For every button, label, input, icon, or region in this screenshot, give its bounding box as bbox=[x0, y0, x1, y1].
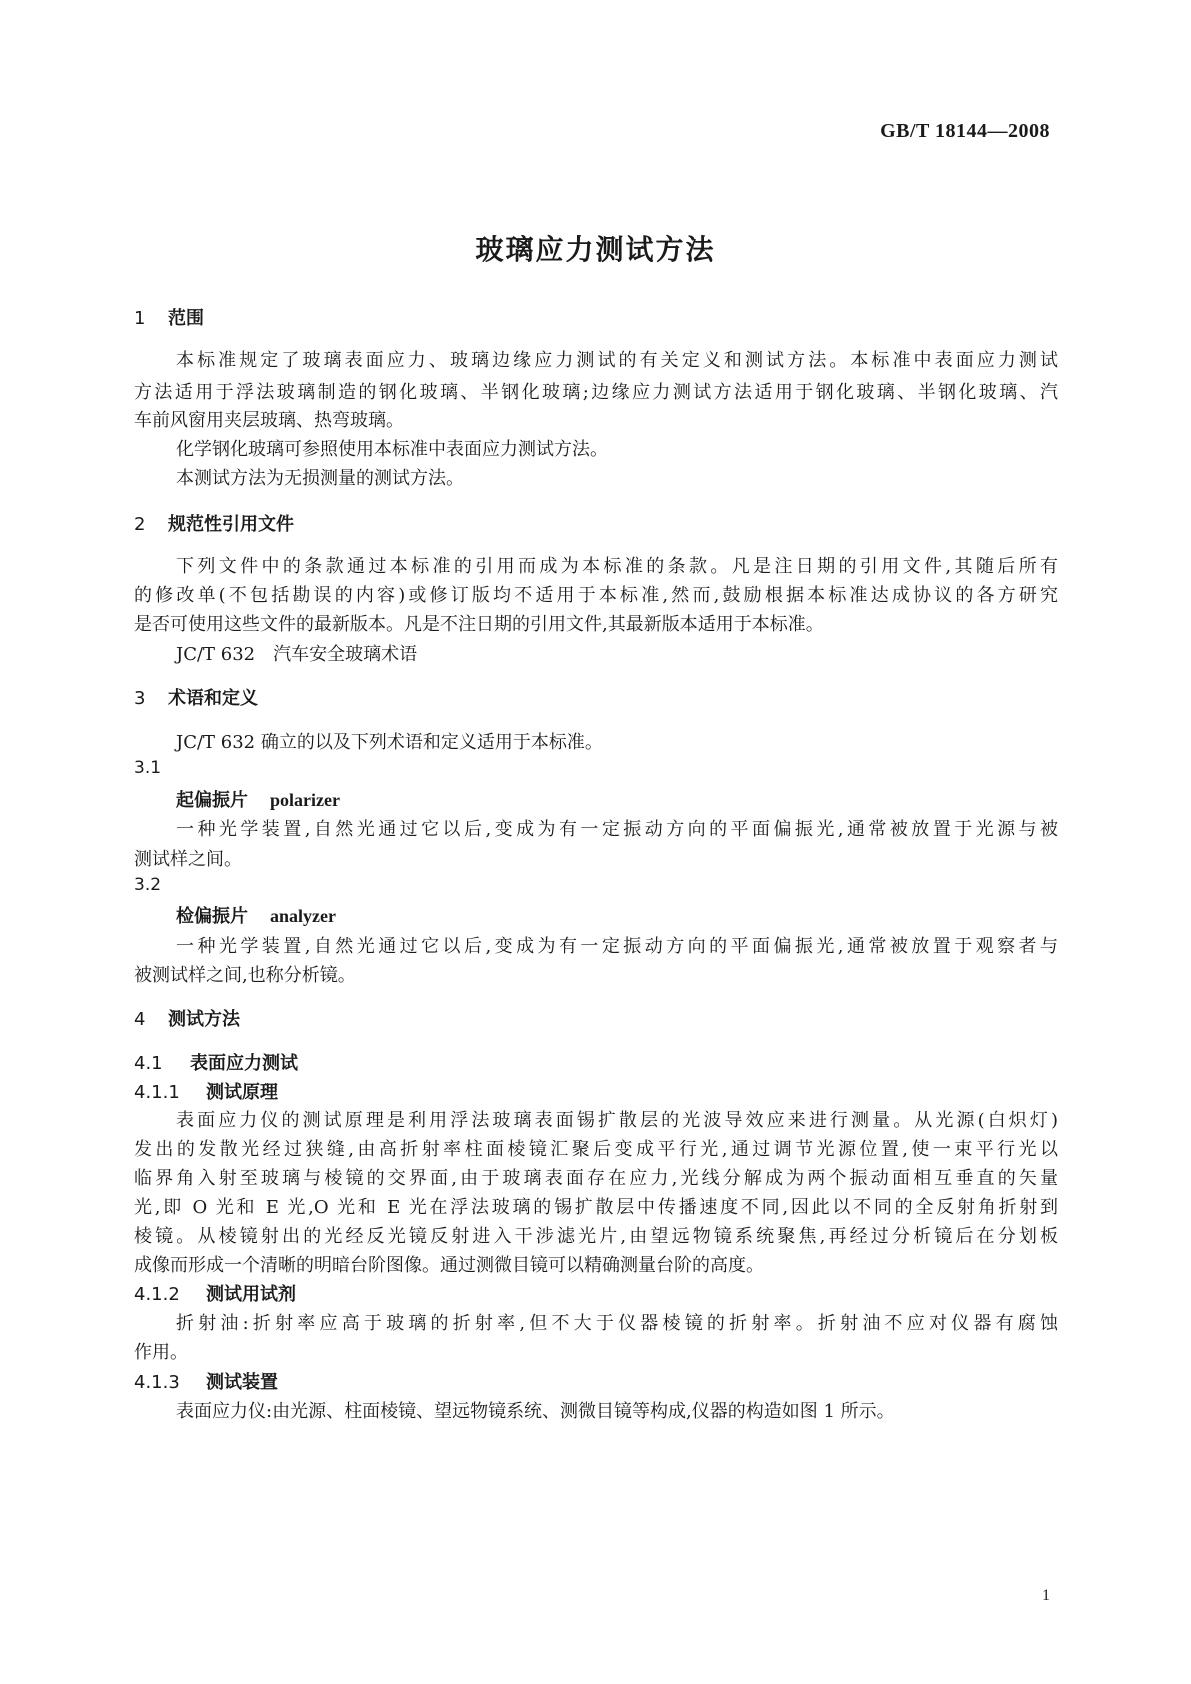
paragraph-line: 成像而形成一个清晰的明暗台阶图像。通过测微目镜可以精确测量台阶的高度。 bbox=[134, 1255, 764, 1276]
section-number: 4.1 bbox=[134, 1053, 163, 1074]
paragraph-line: 是否可使用这些文件的最新版本。凡是不注日期的引用文件,其最新版本适用于本标准。 bbox=[134, 614, 824, 635]
paragraph-line: 发出的发散光经过狭缝,由高折射率柱面棱镜汇聚后变成平行光,通过调节光源位置,使一束平行光以 bbox=[134, 1139, 1058, 1160]
paragraph-line: 表面应力仪:由光源、柱面棱镜、望远物镜系统、测微目镜等构成,仪器的构造如图 1 所示。 bbox=[176, 1401, 895, 1422]
section-number: 4.1.3 bbox=[134, 1372, 180, 1393]
section-number: 4 bbox=[134, 1009, 146, 1030]
section-2-heading bbox=[134, 510, 294, 536]
term-zh: 起偏振片 bbox=[176, 790, 248, 811]
standard-number: GB/T 18144—2008 bbox=[880, 120, 1050, 142]
term-en: analyzer bbox=[270, 906, 336, 926]
section-number: 4.1.1 bbox=[134, 1082, 180, 1103]
section-title: 范围 bbox=[168, 308, 204, 329]
paragraph-line: 折射油:折射率应高于玻璃的折射率,但不大于仪器棱镜的折射率。折射油不应对仪器有腐蚀 bbox=[176, 1313, 1058, 1334]
subsection-4-1-1-heading bbox=[134, 1078, 278, 1104]
paragraph-line: 化学钢化玻璃可参照使用本标准中表面应力测试方法。 bbox=[176, 439, 608, 460]
paragraph-line: 光,即 O 光和 E 光,O 光和 E 光在浮法玻璃的锡扩散层中传播速度不同,因此以不同的全反射角折射到 bbox=[134, 1197, 1058, 1218]
section-4-heading bbox=[134, 1005, 240, 1031]
paragraph-line: 车前风窗用夹层玻璃、热弯玻璃。 bbox=[134, 410, 404, 431]
section-number: 4.1.2 bbox=[134, 1284, 180, 1305]
term-number: 3.2 bbox=[134, 875, 162, 895]
definition-line: 测试样之间。 bbox=[134, 849, 242, 870]
paragraph-line: 的修改单(不包括勘误的内容)或修订版均不适用于本标准,然而,鼓励根据本标准达成协议的各方研究 bbox=[134, 585, 1058, 606]
subsection-4-1-3-heading bbox=[134, 1368, 278, 1394]
paragraph-line: 方法适用于浮法玻璃制造的钢化玻璃、半钢化玻璃;边缘应力测试方法适用于钢化玻璃、半钢化玻璃、汽 bbox=[134, 382, 1058, 403]
section-title: 测试原理 bbox=[206, 1082, 278, 1103]
definition-line: 被测试样之间,也称分析镜。 bbox=[134, 965, 356, 986]
definition-line: 一种光学装置,自然光通过它以后,变成为有一定振动方向的平面偏振光,通常被放置于观察者与 bbox=[176, 936, 1058, 957]
paragraph-line: 表面应力仪的测试原理是利用浮法玻璃表面锡扩散层的光波导效应来进行测量。从光源(白炽灯) bbox=[176, 1110, 1058, 1131]
page-number: 1 bbox=[1042, 1587, 1050, 1604]
term-en: polarizer bbox=[270, 790, 340, 810]
term-zh: 检偏振片 bbox=[176, 906, 248, 927]
reference-document: JC/T 632 汽车安全玻璃术语 bbox=[176, 644, 418, 665]
subsection-4-1-2-heading bbox=[134, 1280, 296, 1306]
term-title bbox=[176, 902, 336, 928]
section-title: 测试用试剂 bbox=[206, 1284, 296, 1305]
section-title: 规范性引用文件 bbox=[168, 514, 294, 535]
paragraph-line: 棱镜。从棱镜射出的光经反光镜反射进入干涉滤光片,由望远物镜系统聚焦,再经过分析镜后在分划板 bbox=[134, 1226, 1058, 1247]
paragraph-line: 作用。 bbox=[134, 1342, 188, 1363]
paragraph-line: 下列文件中的条款通过本标准的引用而成为本标准的条款。凡是注日期的引用文件,其随后所有 bbox=[176, 556, 1058, 577]
section-title: 测试方法 bbox=[168, 1009, 240, 1030]
section-number: 2 bbox=[134, 514, 146, 535]
section-3-heading bbox=[134, 684, 258, 710]
paragraph-line: 临界角入射至玻璃与棱镜的交界面,由于玻璃表面存在应力,光线分解成为两个振动面相互垂直的矢量 bbox=[134, 1168, 1058, 1189]
section-number: 1 bbox=[134, 308, 146, 329]
subsection-4-1-heading bbox=[134, 1049, 298, 1075]
document-title: 玻璃应力测试方法 bbox=[475, 233, 716, 266]
term-title bbox=[176, 786, 340, 812]
paragraph-line: 本标准规定了玻璃表面应力、玻璃边缘应力测试的有关定义和测试方法。本标准中表面应力测试 bbox=[176, 350, 1058, 371]
term-number: 3.1 bbox=[134, 758, 162, 778]
section-title: 测试装置 bbox=[206, 1372, 278, 1393]
paragraph-line: 本测试方法为无损测量的测试方法。 bbox=[176, 468, 464, 489]
paragraph-line: JC/T 632 确立的以及下列术语和定义适用于本标准。 bbox=[176, 732, 603, 753]
section-number: 3 bbox=[134, 688, 146, 709]
definition-line: 一种光学装置,自然光通过它以后,变成为有一定振动方向的平面偏振光,通常被放置于光源与被 bbox=[176, 819, 1058, 840]
section-title: 表面应力测试 bbox=[190, 1053, 298, 1074]
section-title: 术语和定义 bbox=[168, 688, 258, 709]
section-1-heading bbox=[134, 304, 204, 330]
